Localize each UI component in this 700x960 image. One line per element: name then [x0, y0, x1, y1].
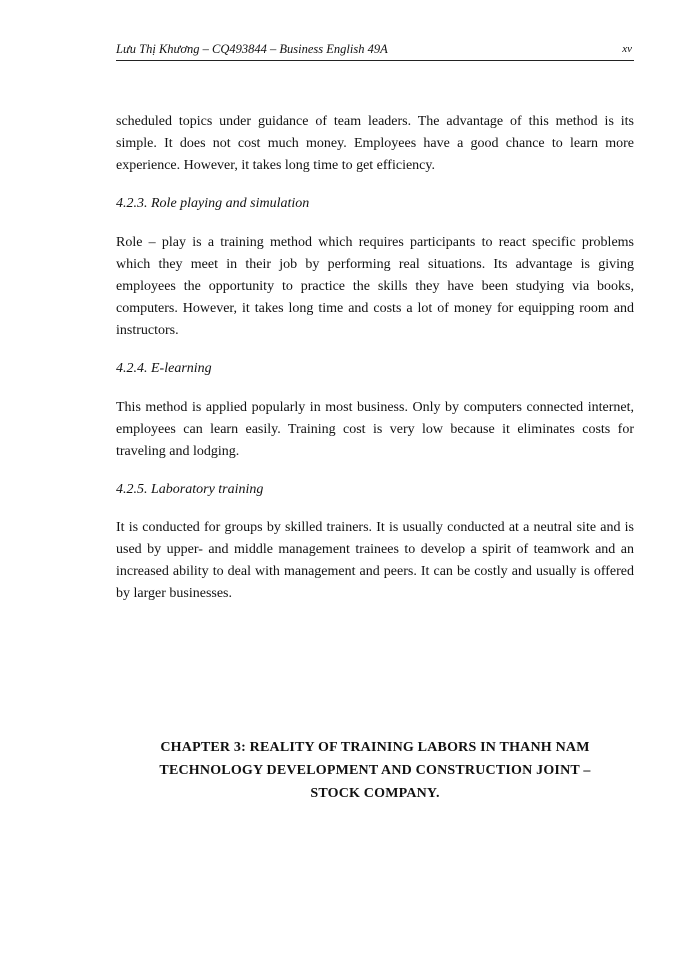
- chapter-title-line-2: TECHNOLOGY DEVELOPMENT AND CONSTRUCTION JOINT –: [159, 763, 591, 778]
- page-header: [116, 42, 634, 61]
- paragraph-laboratory-training: It is conducted for groups by skilled trainers. It is usually conducted at a neutral site and is used by upper- and middle management trainees to develop a spirit of teamwork and an increased ability to deal with management and peers. It can be costly and usually is offered by larger businesses.: [116, 520, 634, 601]
- chapter-title-line-3: STOCK COMPANY.: [310, 786, 440, 801]
- paragraph-role-playing: Role – play is a training method which requires participants to react specific problems which they meet in their job by performing real situations. Its advantage is giving employees the opportunity to practice the skills they have been studying via books, computers. However, it takes long time and costs a lot of money for equipping room and instructors.: [116, 235, 634, 338]
- section-heading-role-playing: 4.2.3. Role playing and simulation: [116, 196, 310, 211]
- paragraph-e-learning: This method is applied popularly in most business. Only by computers connected internet, employees can learn easily. Training cost is very low because it eliminates costs for traveling and lodging.: [116, 400, 634, 459]
- chapter-title-line-1: CHAPTER 3: REALITY OF TRAINING LABORS IN THANH NAM: [160, 740, 590, 755]
- header-page-number: xv: [622, 43, 632, 55]
- header-author-info: Lưu Thị Khương – CQ493844 – Business English 49A: [116, 42, 388, 56]
- section-heading-e-learning: 4.2.4. E-learning: [116, 361, 212, 376]
- paragraph-training-topics: scheduled topics under guidance of team leaders. The advantage of this method is its simple. It does not cost much money. Employees have a good chance to learn more experience. However, it takes long time to get efficiency.: [116, 114, 634, 173]
- chapter-title: [116, 736, 634, 805]
- section-heading-laboratory-training: 4.2.5. Laboratory training: [116, 482, 264, 497]
